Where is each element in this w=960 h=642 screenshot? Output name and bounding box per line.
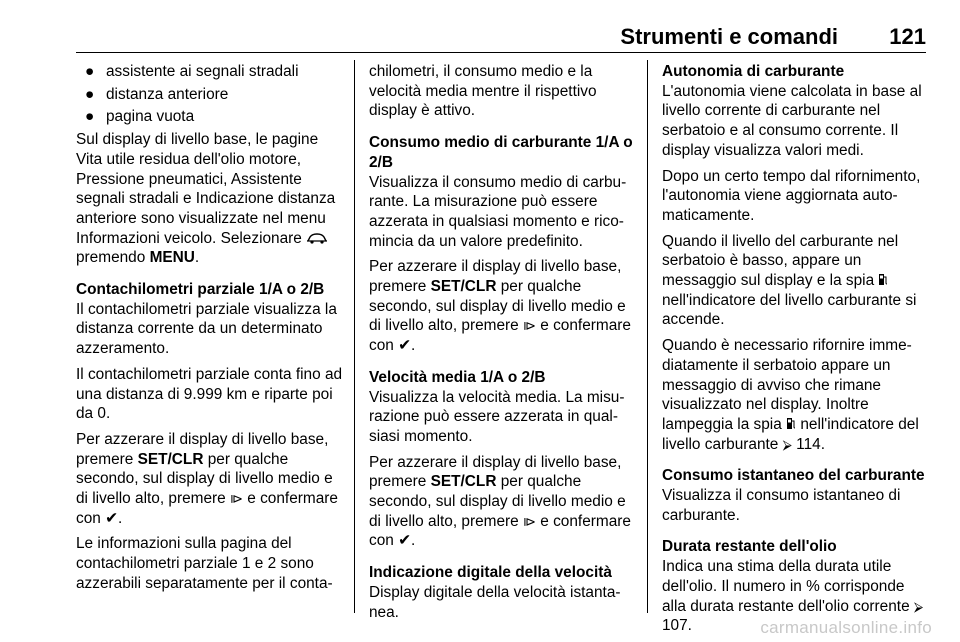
setclr-button-label: SET/CLR [137, 450, 204, 468]
check-icon: ✔ [105, 509, 119, 527]
page-number: 121 [889, 24, 926, 49]
intro-paragraph: Sul display di livello base, le pagine Vita utile residua dell'olio motore, Pressione pneumatici, Assistente segnali stradali e Indicazione distanza anteriore sono visualizzate nel menu Informazioni veicolo. Selezionare premendo MENU. [76, 131, 336, 267]
car-info-icon [306, 232, 328, 244]
paragraph: Il contachilometri parziale visualizza la distanza corrente da un determinato azzeramento. [76, 300, 337, 358]
page-reference[interactable]: 114. [796, 435, 825, 453]
paragraph: chilometri, il consumo medio e la velocità media mentre il rispettivo display è attivo. [369, 63, 597, 120]
paragraph: Display digitale della velocità istantanea. [369, 583, 621, 621]
column-divider-1 [354, 60, 355, 613]
page-reference-icon: ⮚ [782, 436, 792, 452]
paragraph: Indica una stima della durata utile dell'olio. Il numero in % corrisponde alla durata restante dell'olio corrente ⮚ 107. [662, 558, 924, 635]
section-heading: Autonomia di carburante [662, 63, 845, 80]
check-icon: ✔ [398, 337, 412, 355]
page-reference[interactable]: 107. [662, 617, 692, 635]
setclr-button-label: SET/CLR [430, 473, 497, 491]
paragraph: Quando è necessario rifornire immediatamente il serbatoio appare un messaggio di avviso che rimane visualizzato nel display. Inoltre lampeggia la spia nell'indicatore del livello carburante ⮚ 114. [662, 337, 919, 453]
list-item: ● pagina vuota [85, 108, 195, 126]
watermark: carmanualsonline.info [760, 618, 932, 637]
running-header-title: Strumenti e comandi [620, 24, 838, 49]
play-icon: ⧐ [522, 513, 536, 529]
paragraph: Dopo un certo tempo dal rifornimento, l'autonomia viene aggiornata automaticamente. [662, 167, 921, 224]
list-item: ● distanza anteriore [85, 85, 229, 103]
paragraph: Il contachilometri parziale conta fino ad una distanza di 9.999 km e riparte poi da 0. [76, 365, 343, 423]
column-divider-2 [647, 60, 648, 613]
setclr-button-label: SET/CLR [430, 278, 497, 296]
fuel-pump-icon [786, 417, 796, 430]
list-item: ● assistente ai segnali stradali [85, 63, 299, 80]
paragraph: Per azzerare il display di livello base, premere SET/CLR per qualche secondo, sul display di livello medio e di livello alto, premere ⧐ e confermare con ✔. [369, 453, 631, 550]
paragraph: Visualizza la velocità media. La misurazione può essere azzerata in qualsiasi momento. [369, 388, 625, 445]
paragraph: Le informazioni sulla pagina del contachilometri parziale 1 e 2 sono azzerabili separatamente per il conta- [76, 535, 333, 592]
paragraph: Quando il livello del carburante nel serbatoio è basso, appare un messaggio sul display e la spia nell'indicatore del livello carburante si accende. [662, 232, 917, 329]
fuel-pump-icon [878, 273, 888, 286]
section-heading: Consumo istantaneo del carburante [662, 467, 925, 485]
paragraph: L'autonomia viene calcolata in base al livello corrente di carburante nel serbatoio e al consumo corrente. Il display visualizza valori medi. [662, 82, 922, 159]
paragraph: Visualizza il consumo istantaneo di carburante. [662, 487, 901, 524]
section-heading: Consumo medio di carburante 1/A o 2/B [369, 134, 633, 171]
section-heading: Contachilometri parziale 1/A o 2/B [76, 281, 325, 299]
paragraph: Visualizza il consumo medio di carburante. La misurazione può essere azzerata in qualsiasi momento e ricomincia da un valore predefinito. [369, 173, 627, 250]
paragraph: Per azzerare il display di livello base, premere SET/CLR per qualche secondo, sul display di livello medio e di livello alto, premere ⧐ e confermare con ✔. [369, 258, 631, 355]
section-heading: Velocità media 1/A o 2/B [369, 368, 546, 386]
column-1 [76, 62, 346, 600]
section-heading: Durata restante dell'olio [662, 538, 837, 556]
column-2 [369, 62, 637, 628]
menu-button-label: MENU [149, 249, 195, 267]
paragraph: Per azzerare il display di livello base, premere SET/CLR per qualche secondo, sul display di livello medio e di livello alto, premere ⧐ e confermare con ✔. [76, 430, 338, 527]
column-3 [662, 62, 930, 642]
play-icon: ⧐ [229, 491, 243, 507]
check-icon: ✔ [398, 532, 412, 550]
page-reference-icon: ⮚ [913, 598, 924, 614]
header-rule [76, 52, 926, 53]
section-heading: Indicazione digitale della velocità [369, 564, 612, 582]
play-icon: ⧐ [522, 318, 536, 334]
